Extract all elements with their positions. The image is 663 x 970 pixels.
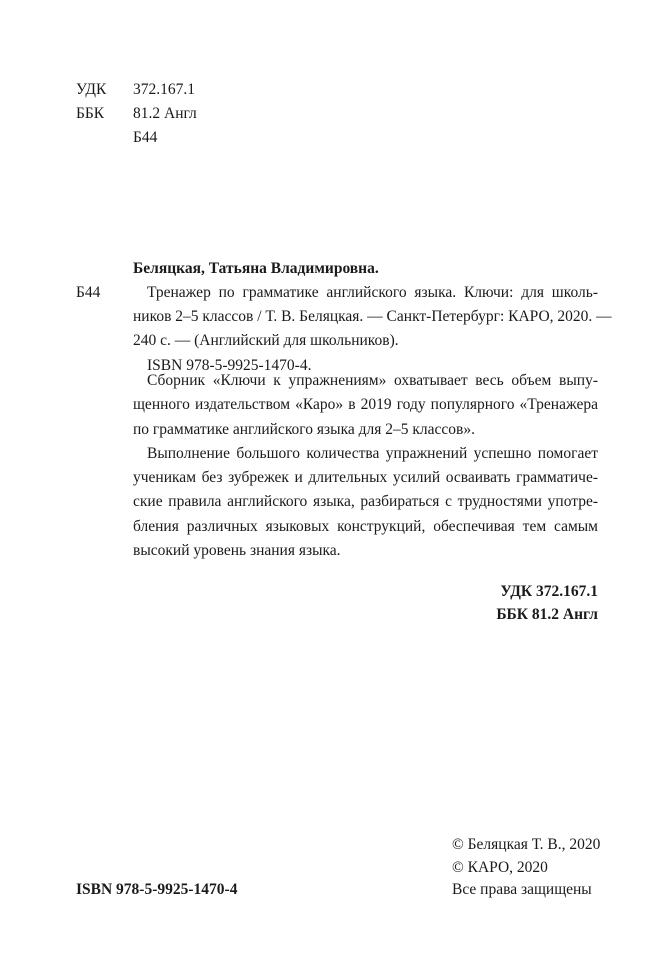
annotation-line: ские правила английского языка, разбираться с трудностями употре-: [133, 493, 598, 510]
footer-isbn: ISBN 978-5-9925-1470-4: [76, 881, 238, 898]
annotation-line: Выполнение большого количества упражнений успешно помогает: [147, 445, 598, 462]
udk-label: УДК: [76, 81, 107, 98]
udk-value: 372.167.1: [133, 81, 195, 98]
record-author-sign: Б44: [76, 284, 101, 301]
copyright-author: © Беляцкая Т. В., 2020: [452, 836, 601, 853]
annotation-line: ученикам без зубрежек и длительных усилий осваивать грамматиче-: [133, 469, 598, 486]
description-line: Тренажер по грамматике английского языка. Ключи: для школь-: [147, 284, 598, 301]
annotation-line: щенного издательством «Каро» в 2019 году популярного «Тренажера: [133, 396, 598, 413]
rights-reserved: Все права защищены: [452, 881, 592, 898]
author-heading: Беляцкая, Татьяна Владимировна.: [133, 260, 379, 277]
description-line: ников 2–5 классов / Т. В. Беляцкая. — Санкт-Петербург: КАРО, 2020. —: [133, 308, 612, 325]
record-isbn: ISBN 978-5-9925-1470-4.: [147, 357, 312, 374]
description-line: 240 с. — (Английский для школьников).: [133, 332, 399, 349]
copyright-publisher: © КАРО, 2020: [452, 859, 548, 876]
udk-code-right: УДК 372.167.1: [500, 583, 598, 600]
annotation-line: высокий уровень знания языка.: [133, 542, 341, 559]
annotation-line: по грамматике английского языка для 2–5 классов».: [133, 421, 475, 438]
author-sign: Б44: [133, 129, 158, 146]
annotation-line: Сборник «Ключи к упражнениям» охватывает весь объем выпу-: [147, 372, 598, 389]
bbk-label: ББК: [76, 105, 105, 122]
annotation-line: бления различных языковых конструкций, обеспечивая тем самым: [133, 518, 598, 535]
bbk-code-right: ББК 81.2 Англ: [496, 606, 598, 623]
bbk-value: 81.2 Англ: [133, 105, 197, 122]
